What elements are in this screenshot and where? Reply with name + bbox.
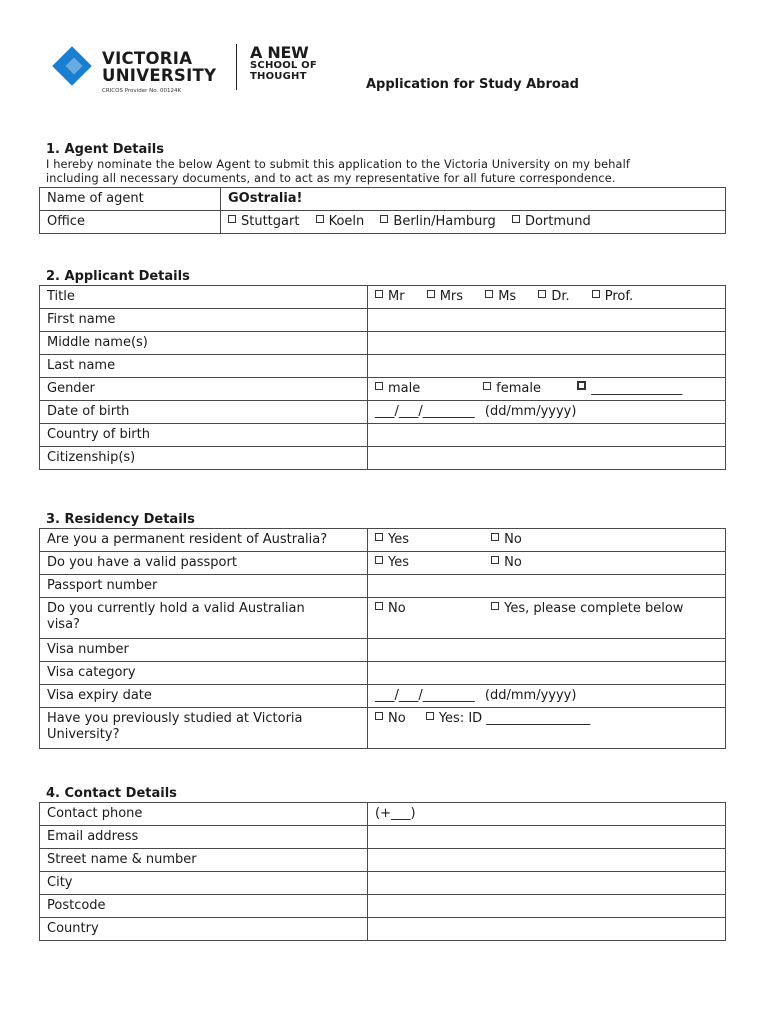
title-mr-option[interactable]: Mr [375,289,405,304]
australian-visa-question [40,598,368,639]
residency-details-section [39,512,726,749]
visa-yes-option[interactable]: Yes, please complete below [491,601,683,616]
date-of-birth-field[interactable] [368,401,726,424]
residency-table [39,528,726,749]
permanent-resident-question: Are you a permanent resident of Australia? [40,529,368,552]
logo-line-1: VICTORIA [102,49,193,68]
table-row [40,309,726,332]
title-options [368,286,726,309]
visa-question-line-1: Do you currently hold a valid Australian [47,601,305,616]
document-header [0,0,770,120]
table-row [40,211,726,234]
visa-number-label: Visa number [40,639,368,662]
table-row [40,895,726,918]
valid-passport-question: Do you have a valid passport [40,552,368,575]
office-stuttgart-option[interactable]: Stuttgart [228,214,299,229]
country-label: Country [40,918,368,941]
checkbox-icon[interactable] [592,290,600,298]
title-dr-option[interactable]: Dr. [538,289,569,304]
table-row [40,849,726,872]
passport-no-option[interactable]: No [491,555,522,570]
office-label: Office [40,211,221,234]
checkbox-icon[interactable] [491,533,499,541]
date-of-birth-label: Date of birth [40,401,368,424]
country-of-birth-field[interactable] [368,424,726,447]
previously-studied-question [40,708,368,749]
checkbox-icon[interactable] [485,290,493,298]
gender-female-option[interactable]: female [483,381,561,397]
table-row [40,424,726,447]
title-ms-option[interactable]: Ms [485,289,516,304]
table-row [40,286,726,309]
passport-yes-option[interactable]: Yes [375,555,475,571]
office-dortmund-option[interactable]: Dortmund [512,214,591,229]
contact-table [39,802,726,941]
previously-studied-options [368,708,726,749]
table-row [40,708,726,749]
table-row [40,401,726,424]
citizenship-label: Citizenship(s) [40,447,368,470]
gender-male-option[interactable]: male [375,381,467,397]
office-koeln-option[interactable]: Koeln [316,214,365,229]
visa-number-field[interactable] [368,639,726,662]
table-row [40,332,726,355]
checkbox-icon[interactable] [380,215,388,223]
date-format-hint: (dd/mm/yyyy) [484,404,577,419]
checkbox-icon[interactable] [491,556,499,564]
valid-passport-options [368,552,726,575]
checkbox-icon[interactable] [375,712,383,720]
agent-table [39,187,726,234]
table-row [40,872,726,895]
visa-expiry-field[interactable] [368,685,726,708]
visa-question-line-2: visa? [47,617,80,632]
contact-details-section [39,786,726,941]
passport-number-field[interactable] [368,575,726,598]
applicant-table [39,285,726,470]
studied-question-line-1: Have you previously studied at Victoria [47,711,303,726]
table-row [40,685,726,708]
document-title: Application for Study Abroad [366,77,579,92]
gender-options [368,378,726,401]
city-label: City [40,872,368,895]
checkbox-icon[interactable] [375,602,383,610]
middle-name-label: Middle name(s) [40,332,368,355]
table-row [40,355,726,378]
last-name-label: Last name [40,355,368,378]
office-options [221,211,726,234]
office-berlin-hamburg-option[interactable]: Berlin/Hamburg [380,214,495,229]
citizenship-field[interactable] [368,447,726,470]
table-row [40,378,726,401]
australian-visa-options [368,598,726,639]
passport-number-label: Passport number [40,575,368,598]
agent-intro-line-2: including all necessary documents, and to act as my representative for all future correspondence. [46,172,616,185]
permanent-resident-options [368,529,726,552]
section-title: 2. Applicant Details [46,269,190,284]
table-row [40,575,726,598]
email-address-label: Email address [40,826,368,849]
checkbox-icon[interactable] [491,602,499,610]
checkbox-icon[interactable] [538,290,546,298]
agent-intro-line-1: I hereby nominate the below Agent to submit this application to the Victoria University on my behalf [46,158,631,171]
table-row [40,552,726,575]
logo-divider [236,44,237,90]
table-row [40,803,726,826]
table-row [40,598,726,639]
table-row [40,639,726,662]
permanent-no-option[interactable]: No [491,532,522,547]
contact-phone-field[interactable]: (+___) [368,803,726,826]
visa-no-option[interactable]: No [375,601,475,617]
agent-name-value[interactable]: GOstralia! [221,188,726,211]
checkbox-icon[interactable] [375,533,383,541]
postcode-field[interactable] [368,895,726,918]
first-name-label: First name [40,309,368,332]
city-field[interactable] [368,872,726,895]
checkbox-icon[interactable] [426,712,434,720]
middle-name-field[interactable] [368,332,726,355]
checkbox-icon[interactable] [427,290,435,298]
email-address-field[interactable] [368,826,726,849]
gender-label: Gender [40,378,368,401]
title-prof-option[interactable]: Prof. [592,289,633,304]
checkbox-icon[interactable] [577,381,586,390]
contact-phone-label: Contact phone [40,803,368,826]
checkbox-icon[interactable] [228,215,236,223]
table-row [40,447,726,470]
logo-line-2: UNIVERSITY [102,66,217,85]
visa-category-label: Visa category [40,662,368,685]
studied-yes-option[interactable]: Yes: ID ________________ [426,711,590,726]
checkbox-icon[interactable] [316,215,324,223]
date-blank: ___/___/________ [375,688,475,703]
visa-expiry-label: Visa expiry date [40,685,368,708]
street-label: Street name & number [40,849,368,872]
studied-no-option[interactable]: No [375,711,406,726]
table-row [40,529,726,552]
section-title: 1. Agent Details [46,142,164,157]
gender-other-option[interactable]: ______________ [577,381,682,396]
table-row [40,826,726,849]
checkbox-icon[interactable] [375,382,383,390]
university-logo-text [102,50,216,84]
postcode-label: Postcode [40,895,368,918]
slogan-line-1: A NEW [250,43,309,62]
name-of-agent-label: Name of agent [40,188,221,211]
table-row [40,918,726,941]
date-format-hint: (dd/mm/yyyy) [484,688,577,703]
country-of-birth-label: Country of birth [40,424,368,447]
checkbox-icon[interactable] [375,556,383,564]
first-name-field[interactable] [368,309,726,332]
section-title: 4. Contact Details [46,786,177,801]
table-row [40,188,726,211]
applicant-details-section [39,269,726,470]
date-blank: ___/___/________ [375,404,475,419]
checkbox-icon[interactable] [512,215,520,223]
slogan [250,45,317,82]
slogan-line-2: SCHOOL OF [250,60,317,71]
street-field[interactable] [368,849,726,872]
permanent-yes-option[interactable]: Yes [375,532,475,548]
section-title: 3. Residency Details [46,512,195,527]
table-row [40,662,726,685]
cricos-number: CRICOS Provider No. 00124K [102,88,182,94]
agent-details-section [39,142,726,234]
title-label: Title [40,286,368,309]
last-name-field[interactable] [368,355,726,378]
title-mrs-option[interactable]: Mrs [427,289,463,304]
checkbox-icon[interactable] [483,382,491,390]
checkbox-icon[interactable] [375,290,383,298]
studied-question-line-2: University? [47,727,120,742]
visa-category-field[interactable] [368,662,726,685]
country-field[interactable] [368,918,726,941]
slogan-line-3: THOUGHT [250,70,307,82]
